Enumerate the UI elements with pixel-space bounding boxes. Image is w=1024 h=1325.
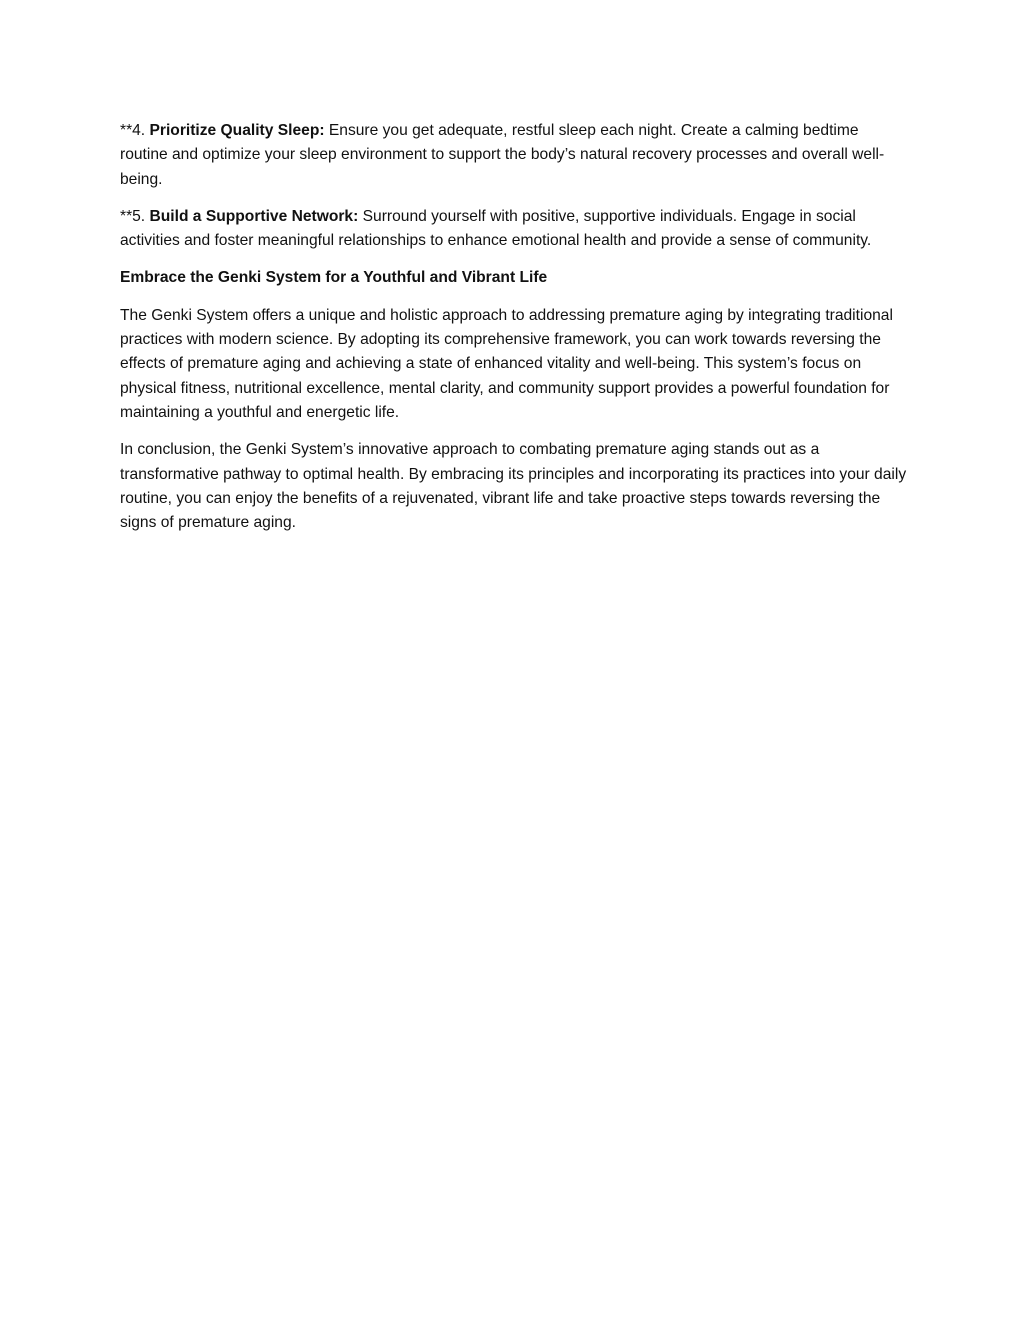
body-paragraph: The Genki System offers a unique and holistic approach to addressing premature aging by integrating traditional practices with modern science. By adopting its comprehensive framework, you can work towards reversing the effects of premature aging and achieving a state of enhanced vitality and well-being. This system’s focus on physical fitness, nutritional excellence, mental clarity, and community support provides a powerful foundation for maintaining a youthful and energetic life. (120, 306, 893, 421)
tip-body: Ensure you get adequate, restful sleep each night. Create a calming bedtime routine and optimize your sleep environment to support the body’s natural recovery processes and overall well-being. (120, 122, 885, 188)
tip-title: Build a Supportive Network: (149, 207, 359, 225)
tip-title: Prioritize Quality Sleep: (149, 122, 325, 139)
tip-prefix: **5. (120, 207, 146, 225)
document-page (120, 119, 910, 548)
tip-prefix: **4. (120, 122, 146, 139)
tip-body: Surround yourself with positive, supportive individuals. Engage in social activities and foster meaningful relationships to enhance emotional health and provide a sense of community. (120, 207, 872, 250)
conclusion-paragraph: In conclusion, the Genki System’s innovative approach to combating premature aging stands out as a transformative pathway to optimal health. By embracing its principles and incorporating its practices into your daily routine, you can enjoy the benefits of a rejuvenated, vibrant life and take proactive steps towards reversing the signs of premature aging. (120, 441, 907, 532)
tip-paragraph-4 (120, 119, 910, 192)
section-heading: Embrace the Genki System for a Youthful and Vibrant Life (120, 269, 548, 287)
tip-paragraph-5 (120, 205, 910, 254)
